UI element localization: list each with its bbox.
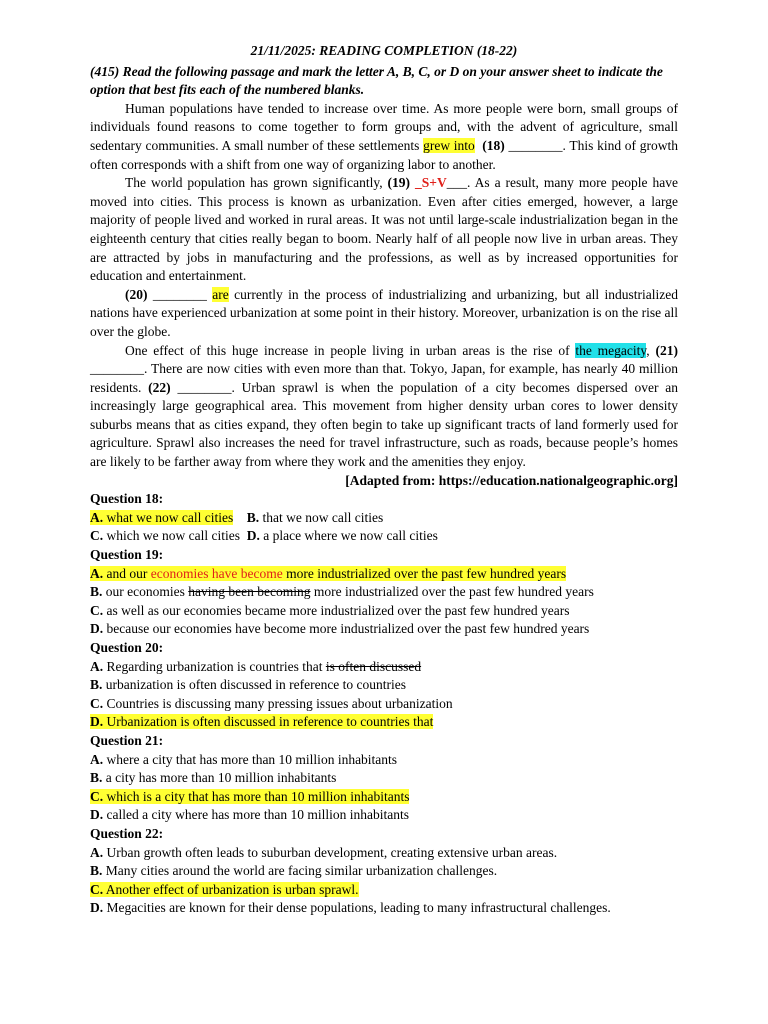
question-21	[90, 732, 678, 825]
blank-19-number: (19)	[387, 175, 411, 191]
question-22	[90, 825, 678, 918]
option-c: C. which is a city that has more than 10 million inhabitants	[90, 788, 410, 804]
option-b-text: that we now call cities	[259, 509, 384, 525]
option-a: A. Urban growth often leads to suburban development, creating extensive urban areas.	[90, 844, 558, 860]
question-heading: Question 22:	[90, 825, 164, 841]
blank-22-number: (22)	[148, 379, 171, 395]
blank-18-number: (18)	[482, 137, 505, 153]
question-20	[90, 639, 678, 732]
question-heading: Question 18:	[90, 491, 164, 507]
option-c: C. as well as our economies became more industrialized over the past few hundred years	[90, 602, 570, 618]
passage-paragraph-3: (20) ________ are currently in the process of industrializing and urbanizing, but all industrialized nations have experienced urbanization at some point in their history. Moreover, urbanization is on the rise all over the globe.	[90, 286, 678, 339]
option-b: B. Many cities around the world are facing similar urbanization challenges.	[90, 863, 498, 879]
blank-20-number: (20)	[125, 286, 148, 302]
option-d: D. Urbanization is often discussed in reference to countries that	[90, 714, 434, 730]
option-c: C. Another effect of urbanization is urban sprawl.	[90, 881, 359, 897]
passage-paragraph-1: Human populations have tended to increase over time. As more people were born, small groups of individuals found reasons to come together to form groups and, with the advent of agriculture, small sedentary communities. A small number of these settlements grew into (18) ________. This kind of growth often corresponds with a shift from one way of organizing labor to another.	[90, 100, 679, 172]
passage-paragraph-2: The world population has grown significantly, (19) _S+V___. As a result, many more people have moved into cities. This process is known as urbanization. Even after cities emerged, however, a large majority of people lived and worked in rural areas. It was not until large-scale industrialization began in the eighteenth century that cities really began to boom. Nearly half of all people now live in urban areas. They are attracted by jobs in manufacturing and the professions, as well as by increased opportunities for education and entertainment.	[90, 175, 678, 284]
red-annotation-sv: _S+V	[415, 175, 447, 191]
question-19	[90, 546, 678, 639]
source-citation: [Adapted from: https://education.nationalgeographic.org]	[345, 472, 678, 488]
option-a: A. and our economies have become more industrialized over the past few hundred years	[90, 565, 567, 581]
option-b: B. our economies having been becoming more industrialized over the past few hundred years	[90, 584, 594, 600]
document-page	[90, 42, 678, 918]
option-d: D. Megacities are known for their dense populations, leading to many infrastructural challenges.	[90, 900, 611, 916]
option-c: C. which we now call cities D. a place where we now call cities	[90, 528, 438, 544]
option-a: A. what we now call cities B. that we now call cities	[90, 509, 384, 525]
highlight-are: are	[212, 286, 229, 302]
question-heading: Question 20:	[90, 640, 164, 655]
passage-paragraph-4: One effect of this huge increase in people living in urban areas is the rise of the megacity, (21) ________. There are now cities with even more than that. Tokyo, Japan, for example, has nearly 40 million residents. (22) ________. Urban sprawl is when the population of a city becomes dispersed over an increasingly large geographical area. This movement from higher density urban cores to lower density suburbs means that as cities expand, they often begin to take up significant tracts of land formerly used for agriculture. Sprawl also increases the need for travel infrastructure, such as roads, because people’s homes are likely to be farther away from where they work and the amenities they enjoy.	[90, 342, 678, 470]
option-a: A. where a city that has more than 10 million inhabitants	[90, 751, 398, 767]
question-18	[90, 490, 678, 546]
document-title: 21/11/2025: READING COMPLETION (18-22)	[250, 43, 518, 58]
option-b: B. a city has more than 10 million inhabitants	[90, 770, 337, 786]
highlight-grew-into: grew into	[423, 137, 475, 153]
option-d: D. because our economies have become more industrialized over the past few hundred years	[90, 621, 590, 637]
question-heading: Question 19:	[90, 547, 164, 563]
highlight-the-megacity: the megacity	[575, 342, 647, 358]
blank-21-number: (21)	[655, 342, 678, 358]
instruction-text: (415) Read the following passage and mark the letter A, B, C, or D on your answer sheet to indicate the option that best fits each of the numbered blanks.	[90, 63, 663, 98]
option-a: A. Regarding urbanization is countries that is often discussed	[90, 658, 422, 674]
option-c: C. Countries is discussing many pressing issues about urbanization	[90, 695, 453, 711]
question-heading: Question 21:	[90, 732, 164, 748]
option-d-letter: D.	[246, 528, 260, 544]
option-b-letter: B.	[246, 509, 260, 525]
option-d: D. called a city where has more than 10 million inhabitants	[90, 807, 410, 823]
option-b: B. urbanization is often discussed in reference to countries	[90, 677, 407, 693]
option-d-text: a place where we now call cities	[259, 528, 438, 544]
